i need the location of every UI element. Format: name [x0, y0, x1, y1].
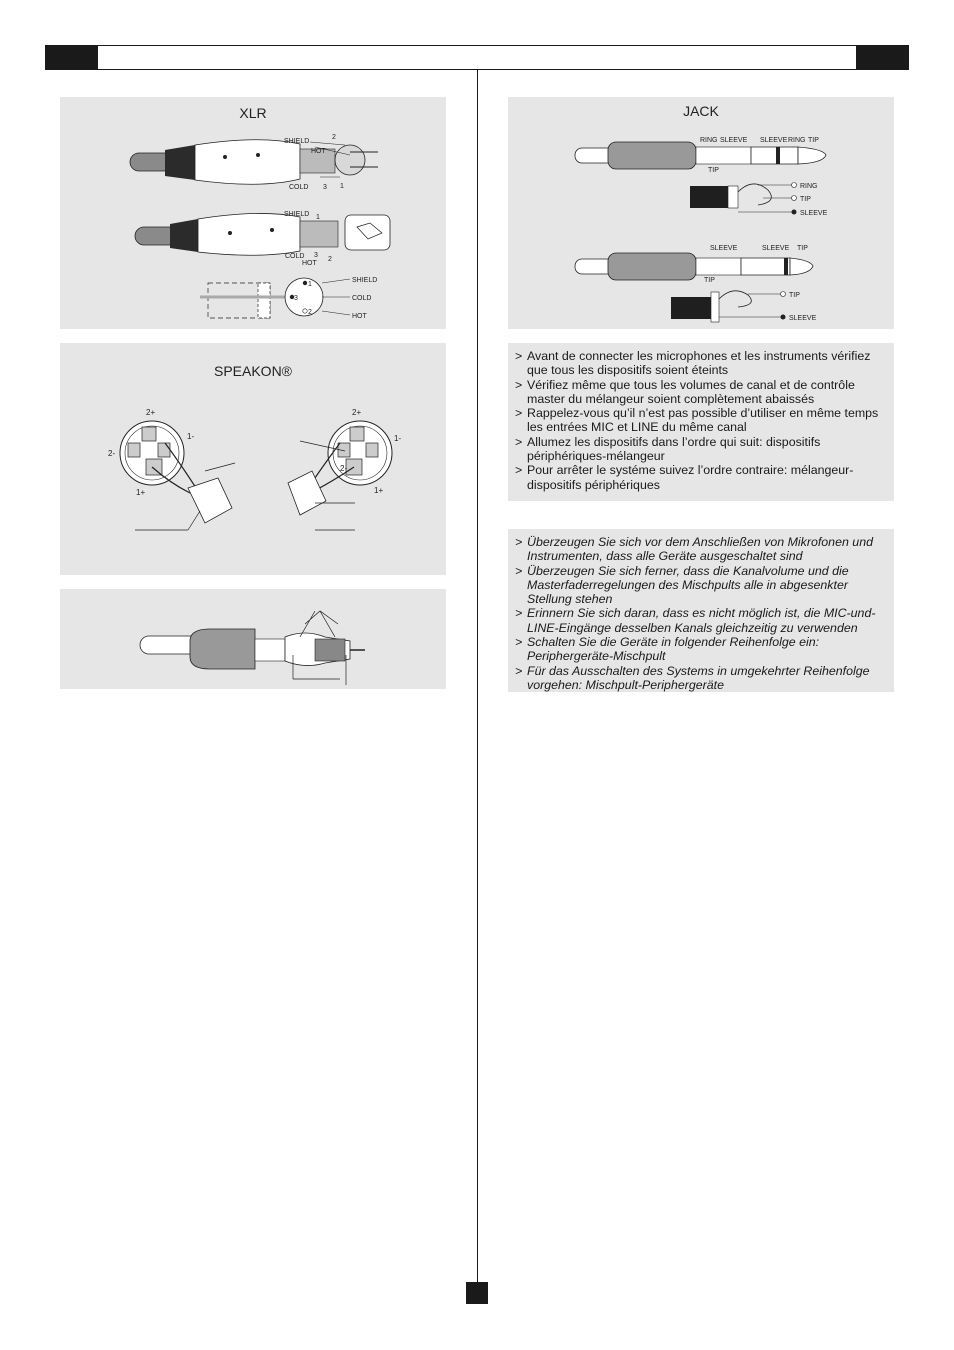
speakon-left: [120, 421, 235, 530]
jack-panel: [508, 97, 894, 329]
svg-text:1: 1: [340, 183, 344, 190]
svg-text:1+: 1+: [136, 488, 146, 497]
svg-text:RING: RING: [800, 183, 818, 190]
header-tab-right: [856, 45, 909, 70]
bullet-marker: >: [515, 635, 523, 650]
svg-text:SLEEVE: SLEEVE: [762, 245, 790, 252]
jack-title: JACK: [683, 103, 719, 119]
note-text: Allumez les dispositifs dans l’ordre qui suit: dispositifs périphériques-mélangeur: [527, 434, 821, 464]
note-text: Rappelez-vous qu’il n’est pas possible d’utiliser en même temps les entrées MIC et LINE du même canal: [527, 406, 879, 435]
svg-text:TIP: TIP: [797, 245, 808, 252]
bullet-marker: >: [515, 535, 523, 549]
svg-text:TIP: TIP: [704, 277, 715, 284]
svg-text:TIP: TIP: [708, 167, 719, 174]
svg-text:2: 2: [328, 256, 332, 263]
bullet-marker: >: [515, 349, 523, 363]
svg-text:2: 2: [332, 134, 336, 141]
bullet-marker: >: [515, 663, 523, 678]
speakon-right: [288, 421, 392, 530]
svg-text:COLD: COLD: [352, 295, 372, 302]
svg-text:3: 3: [294, 295, 298, 302]
svg-text:SLEEVE: SLEEVE: [760, 137, 788, 144]
svg-text:3: 3: [323, 184, 327, 191]
bullet-marker: >: [515, 563, 523, 578]
svg-text:SLEEVE: SLEEVE: [720, 137, 748, 144]
svg-text:TIP: TIP: [808, 137, 819, 144]
rca-diagram: [60, 589, 446, 689]
svg-text:2+: 2+: [352, 408, 362, 417]
bullet-marker: >: [515, 434, 523, 449]
note-item: [515, 349, 886, 378]
note-text: Erinnern Sie sich daran, dass es nicht möglich ist, die MIC-und-LINE-Eingänge desselben Kanals gleichzeitig zu verwenden: [527, 606, 876, 635]
note-text: Avant de connecter les microphones et les instruments vérifiez que tous les dispositifs soient éteints: [527, 349, 871, 378]
svg-text:RING: RING: [700, 137, 718, 144]
svg-text:SHIELD: SHIELD: [352, 277, 378, 284]
svg-text:2-: 2-: [340, 464, 348, 473]
svg-text:SLEEVE: SLEEVE: [800, 210, 828, 217]
note-item: [515, 635, 886, 664]
page-number-box: [466, 1282, 488, 1304]
svg-text:2: 2: [308, 309, 312, 316]
speakon-diagram: [60, 343, 446, 575]
note-item: [515, 606, 886, 635]
svg-text:1+: 1+: [374, 486, 384, 495]
stereo-jack: [575, 142, 826, 215]
bullet-marker: >: [515, 406, 523, 421]
svg-text:SHIELD: SHIELD: [284, 211, 310, 218]
svg-text:SLEEVE: SLEEVE: [789, 315, 817, 322]
svg-text:TIP: TIP: [789, 292, 800, 299]
note-text: Für das Ausschalten des Systems in umgekehrter Reihenfolge vorgehen: Mischpult-Periphergeräte: [527, 663, 870, 692]
note-item: [515, 435, 886, 464]
speakon-title: SPEAKON®: [213, 363, 292, 379]
note-text: Schalten Sie die Geräte in folgender Reihenfolge ein: Periphergeräte-Mischpult: [527, 635, 820, 664]
svg-text:COLD: COLD: [289, 184, 309, 191]
svg-text:1: 1: [316, 214, 320, 221]
xlr-title: XLR: [239, 105, 267, 121]
note-text: Überzeugen Sie sich ferner, dass die Kanalvolume und die Masterfaderregelungen des Mischpults alle in abgesenkter Stellung stehen: [527, 563, 849, 607]
xlr-panel: [60, 97, 446, 329]
bullet-marker: >: [515, 606, 523, 621]
note-item: [515, 564, 886, 607]
jack-diagram: [508, 97, 894, 329]
xlr-male-connector: [130, 140, 378, 185]
column-divider: [477, 70, 478, 1302]
svg-text:HOT: HOT: [352, 313, 367, 320]
rca-panel: [60, 589, 446, 689]
svg-text:RING: RING: [788, 137, 806, 144]
svg-text:2-: 2-: [108, 449, 116, 458]
header-bar: [45, 45, 909, 70]
note-item: [515, 664, 886, 693]
header-tab-left: [45, 45, 98, 70]
note-text: Pour arrêter le systéme suivez l’ordre contraire: mélangeur-dispositifs périphériques: [527, 463, 854, 492]
svg-text:COLD: COLD: [285, 253, 305, 260]
svg-text:HOT: HOT: [302, 260, 317, 267]
xlr-diagram: [60, 97, 446, 329]
svg-text:SHIELD: SHIELD: [284, 138, 310, 145]
svg-text:SLEEVE: SLEEVE: [710, 245, 738, 252]
note-item: [515, 463, 886, 492]
note-item: [515, 406, 886, 435]
xlr-female-connector: [135, 213, 390, 255]
bullet-marker: >: [515, 377, 523, 392]
french-notes: [508, 343, 894, 501]
mono-jack: [575, 253, 813, 322]
note-item: [515, 535, 886, 564]
svg-text:3: 3: [314, 252, 318, 259]
bullet-marker: >: [515, 463, 523, 478]
note-text: Vérifiez même que tous les volumes de canal et de contrôle master du mélangeur soient complètement abaissés: [527, 377, 855, 406]
german-notes: [508, 529, 894, 692]
svg-text:HOT: HOT: [311, 148, 326, 155]
note-text: Überzeugen Sie sich vor dem Anschließen von Mikrofonen und Instrumenten, dass alle Geräte ausgeschaltet sind: [527, 535, 873, 564]
note-item: [515, 378, 886, 407]
speakon-panel: [60, 343, 446, 575]
svg-text:2+: 2+: [146, 408, 156, 417]
svg-text:1-: 1-: [394, 434, 402, 443]
svg-text:1-: 1-: [187, 432, 195, 441]
svg-text:TIP: TIP: [800, 196, 811, 203]
svg-text:1: 1: [308, 281, 312, 288]
xlr-pin-legend: [200, 278, 350, 318]
